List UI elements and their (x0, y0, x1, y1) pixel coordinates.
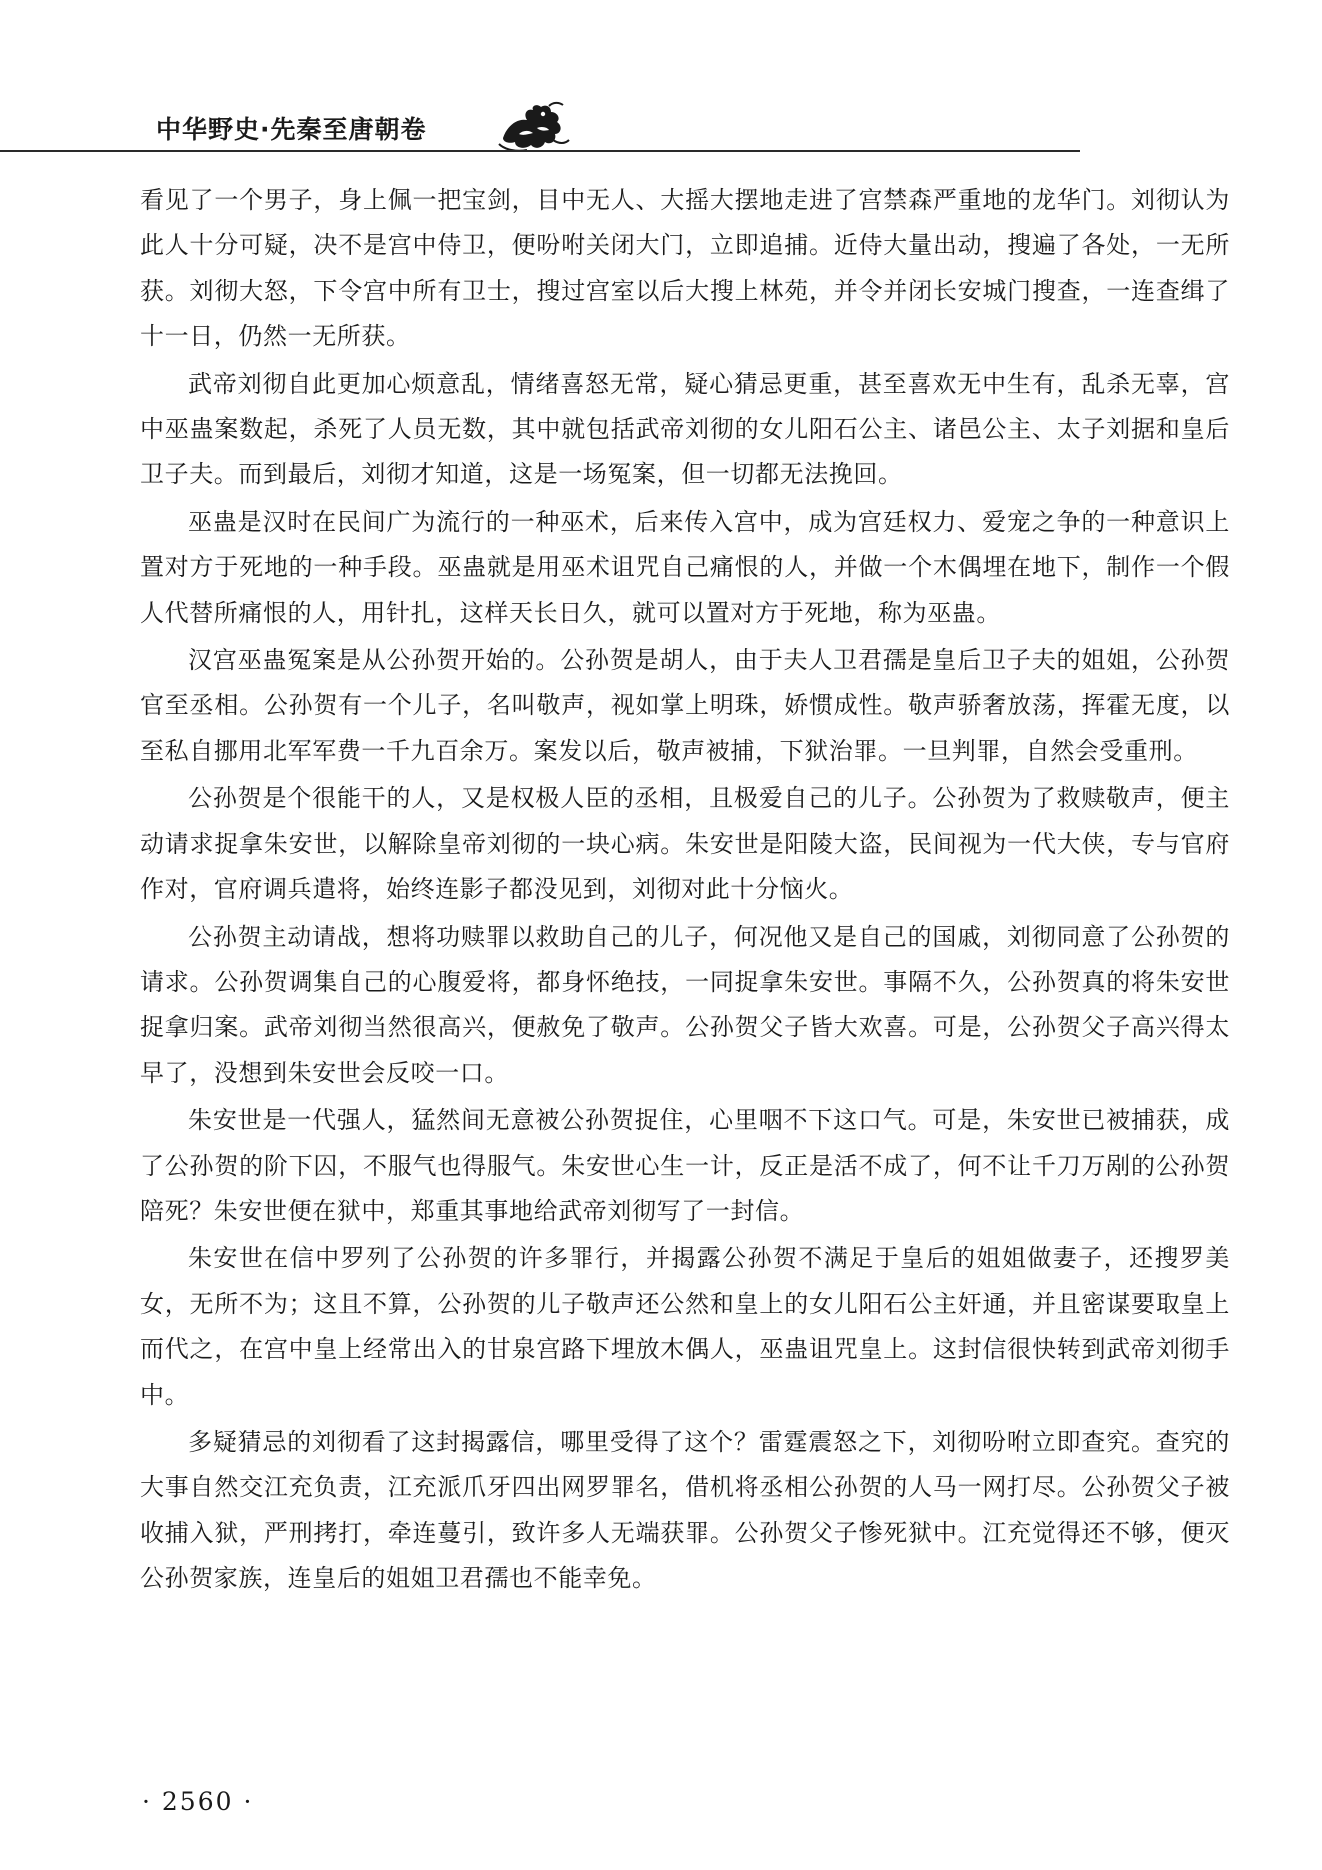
paragraph: 朱安世在信中罗列了公孙贺的许多罪行，并揭露公孙贺不满足于皇后的姐姐做妻子，还搜罗美女，无所不为；这且不算，公孙贺的儿子敬声还公然和皇上的女儿阳石公主奸通，并且密谋要取皇上而代之，在宫中皇上经常出入的甘泉宫路下埋放木偶人，巫蛊诅咒皇上。这封信很快转到武帝刘彻手中。 (140, 1244, 1230, 1409)
header-rule (0, 150, 1080, 152)
paragraph: 公孙贺主动请战，想将功赎罪以救助自己的儿子，何况他又是自己的国戚，刘彻同意了公孙贺的请求。公孙贺调集自己的心腹爱将，都身怀绝技，一同捉拿朱安世。事隔不久，公孙贺真的将朱安世捉拿归案。武帝刘彻当然很高兴，便赦免了敬声。公孙贺父子皆大欢喜。可是，公孙贺父子高兴得太早了，没想到朱安世会反咬一口。 (140, 922, 1230, 1087)
paragraph: 多疑猜忌的刘彻看了这封揭露信，哪里受得了这个？雷霆震怒之下，刘彻吩咐立即查究。查究的大事自然交江充负责，江充派爪牙四出网罗罪名，借机将丞相公孙贺的人马一网打尽。公孙贺父子被收捕入狱，严刑拷打，牵连蔓引，致许多人无端获罪。公孙贺父子惨死狱中。江充觉得还不够，便灭公孙贺家族，连皇后的姐姐卫君孺也不能幸免。 (140, 1427, 1230, 1593)
page-number: · 2560 · (142, 1787, 254, 1816)
body-text (140, 178, 1230, 1604)
paragraph: 巫蛊是汉时在民间广为流行的一种巫术，后来传入宫中，成为宫廷权力、爱宠之争的一种意识上置对方于死地的一种手段。巫蛊就是用巫术诅咒自己痛恨的人，并做一个木偶埋在地下，制作一个假人代替所痛恨的人，用针扎，这样天长日久，就可以置对方于死地，称为巫蛊。 (140, 507, 1230, 627)
paragraph: 汉宫巫蛊冤案是从公孙贺开始的。公孙贺是胡人，由于夫人卫君孺是皇后卫子夫的姐姐，公孙贺官至丞相。公孙贺有一个儿子，名叫敬声，视如掌上明珠，娇惯成性。敬声骄奢放荡，挥霍无度，以至私自挪用北军军费一千九百余万。案发以后，敬声被捕，下狱治罪。一旦判罪，自然会受重刑。 (140, 646, 1230, 765)
paragraph: 武帝刘彻自此更加心烦意乱，情绪喜怒无常，疑心猜忌更重，甚至喜欢无中生有，乱杀无辜，宫中巫蛊案数起，杀死了人员无数，其中就包括武帝刘彻的女儿阳石公主、诸邑公主、太子刘据和皇后卫子夫。而到最后，刘彻才知道，这是一场冤案，但一切都无法挽回。 (140, 369, 1230, 489)
book-title: 中华野史·先秦至唐朝卷 (156, 115, 427, 144)
paragraph: 看见了一个男子，身上佩一把宝剑，目中无人、大摇大摆地走进了宫禁森严重地的龙华门。刘彻认为此人十分可疑，决不是宫中侍卫，便吩咐关闭大门，立即追捕。近侍大量出动，搜遍了各处，一无所获。刘彻大怒，下令宫中所有卫士，搜过宫室以后大搜上林苑，并令并闭长安城门搜查，一连查缉了十一日，仍然一无所获。 (140, 186, 1230, 351)
paragraph: 公孙贺是个很能干的人，又是权极人臣的丞相，且极爱自己的儿子。公孙贺为了救赎敬声，便主动请求捉拿朱安世，以解除皇帝刘彻的一块心病。朱安世是阳陵大盗，民间视为一代大侠，专与官府作对，官府调兵遣将，始终连影子都没见到，刘彻对此十分恼火。 (140, 784, 1230, 904)
paragraph: 朱安世是一代强人，猛然间无意被公孙贺捉住，心里咽不下这口气。可是，朱安世已被捕获，成了公孙贺的阶下囚，不服气也得服气。朱安世心生一计，反正是活不成了，何不让千刀万剐的公孙贺陪死？朱安世便在狱中，郑重其事地给武帝刘彻写了一封信。 (140, 1106, 1230, 1225)
dragon-emblem-icon (493, 100, 571, 156)
